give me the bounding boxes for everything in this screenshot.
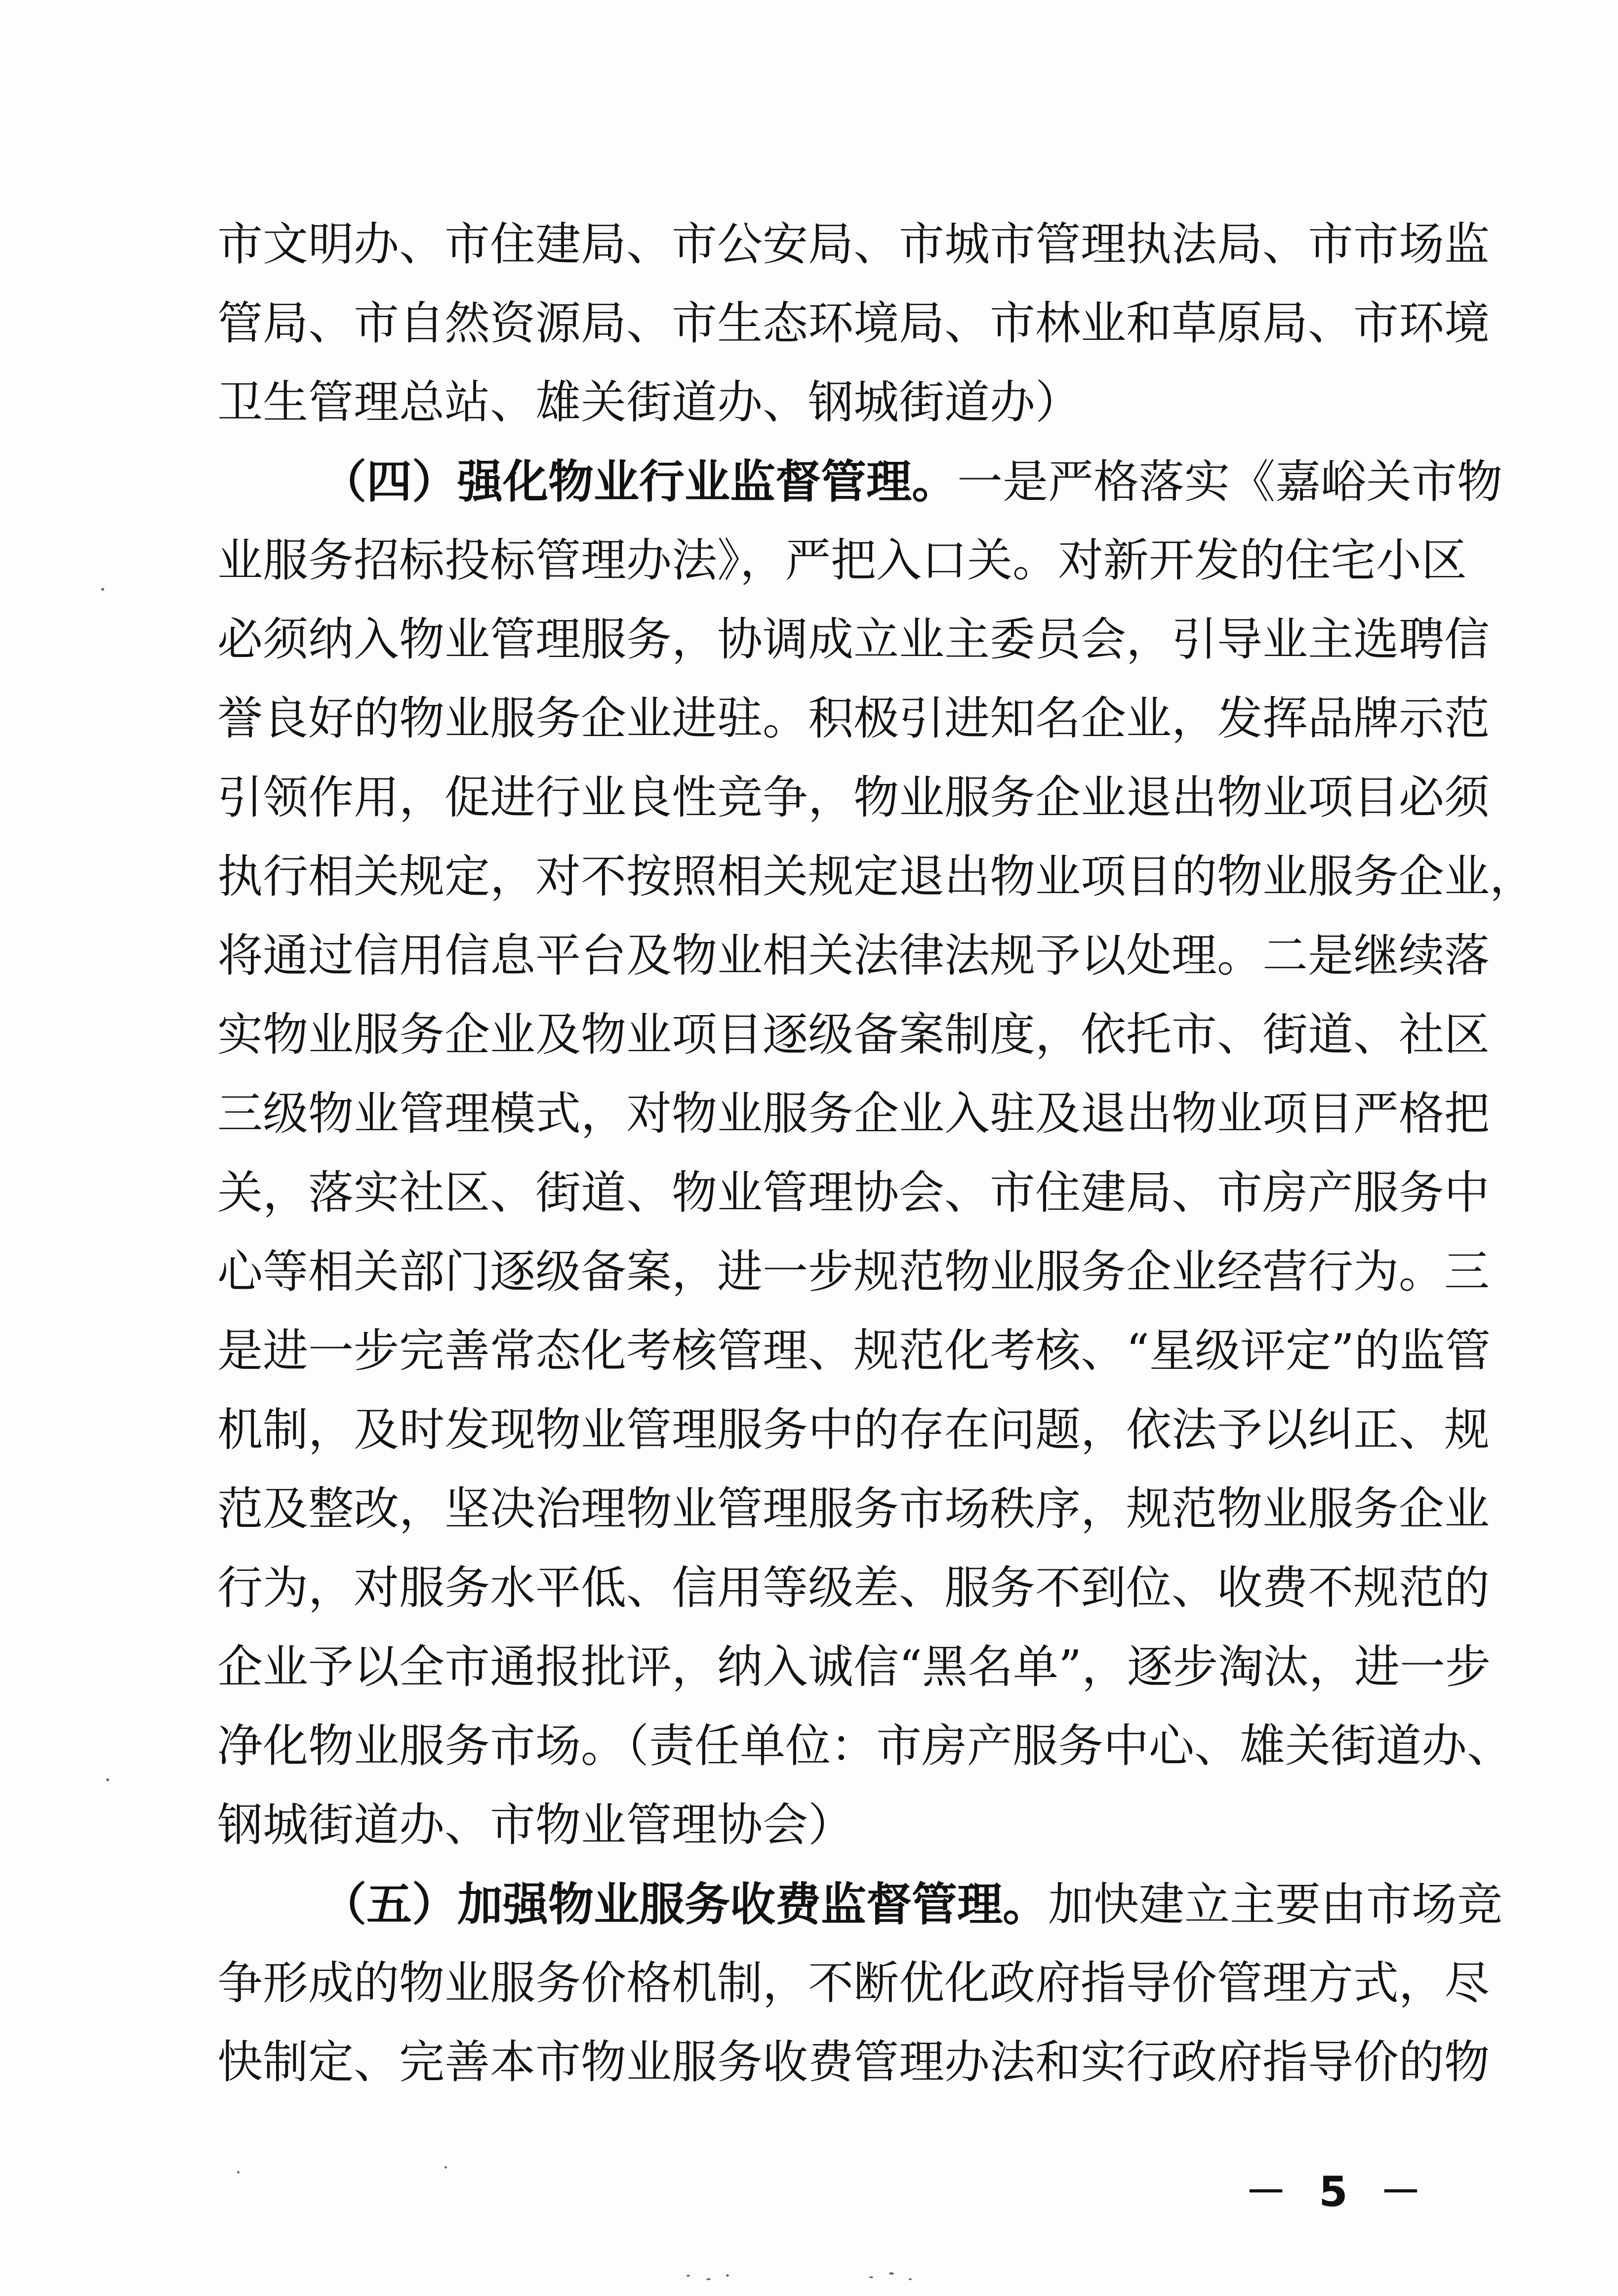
body-line-5: 必须纳入物业管理服务，协调成立业主委员会，引导业主选聘信: [217, 613, 1490, 666]
body-line-21: 争形成的物业服务价格机制，不断优化政府指导价管理方式，尽: [217, 1957, 1490, 2009]
section-5-first-line: [321, 1867, 1503, 1941]
scan-speck: [889, 2272, 894, 2275]
body-line-14: 是进一步完善常态化考核管理、规范化考核、“星级评定”的监管: [217, 1324, 1491, 1377]
scan-speck: [106, 1778, 109, 1781]
body-line-4: 业服务招标投标管理办法》，严把入口关。对新开发的住宅小区: [217, 534, 1467, 587]
body-line-6: 誉良好的物业服务企业进驻。积极引进知名企业，发挥品牌示范: [217, 692, 1490, 745]
body-line-2: 管局、市自然资源局、市生态环境局、市林业和草原局、市环境: [217, 297, 1490, 350]
body-line-18: 企业予以全市通报批评，纳入诚信“黑名单”，逐步淘汰，进一步: [217, 1640, 1491, 1693]
section-5-lead-text: 加快建立主要由市场竞: [1048, 1878, 1503, 1931]
section-4-first-line: [321, 445, 1503, 519]
body-line-13: 心等相关部门逐级备案，进一步规范物业服务企业经营行为。三: [217, 1245, 1490, 1298]
body-line-1: 市文明办、市住建局、市公安局、市城市管理执法局、市市场监: [217, 218, 1490, 271]
section-5-heading: （五）加强物业服务收费监督管理。: [321, 1878, 1049, 1931]
body-line-11: 三级物业管理模式，对物业服务企业入驻及退出物业项目严格把: [217, 1087, 1490, 1140]
scan-speck: [445, 2166, 447, 2169]
body-line-12: 关，落实社区、街道、物业管理协会、市住建局、市房产服务中: [217, 1166, 1490, 1219]
body-line-20: 钢城街道办、市物业管理协会）: [217, 1799, 854, 1851]
body-line-10: 实物业服务企业及物业项目逐级备案制度，依托市、街道、社区: [217, 1008, 1490, 1061]
body-line-15: 机制，及时发现物业管理服务中的存在问题，依法予以纠正、规: [217, 1403, 1490, 1456]
body-line-19: 净化物业服务市场。（责任单位：市房产服务中心、雄关街道办、: [217, 1720, 1513, 1772]
scan-speck: [101, 588, 104, 591]
body-line-17: 行为，对服务水平低、信用等级差、服务不到位、收费不规范的: [217, 1561, 1490, 1614]
body-line-9: 将通过信用信息平台及物业相关法律法规予以处理。二是继续落: [217, 929, 1490, 982]
scan-speck: [869, 2276, 873, 2278]
page-number: － 5 －: [1245, 2168, 1430, 2216]
scan-speck: [726, 2274, 729, 2277]
body-line-8: 执行相关规定，对不按照相关规定退出物业项目的物业服务企业，: [217, 850, 1536, 903]
body-line-3: 卫生管理总站、雄关街道办、钢城街道办）: [217, 376, 1081, 429]
section-4-heading: （四）强化物业行业监督管理。: [321, 455, 958, 508]
body-line-16: 范及整改，坚决治理物业管理服务市场秩序，规范物业服务企业: [217, 1482, 1490, 1535]
scan-speck: [687, 2275, 690, 2277]
body-line-7: 引领作用，促进行业良性竞争，物业服务企业退出物业项目必须: [217, 771, 1490, 824]
section-4-lead-text: 一是严格落实《嘉峪关市物: [957, 455, 1503, 508]
body-line-22: 快制定、完善本市物业服务收费管理办法和实行政府指导价的物: [217, 2036, 1490, 2089]
scan-speck: [909, 2278, 912, 2280]
scan-speck: [237, 2171, 240, 2173]
scan-speck: [706, 2278, 711, 2280]
